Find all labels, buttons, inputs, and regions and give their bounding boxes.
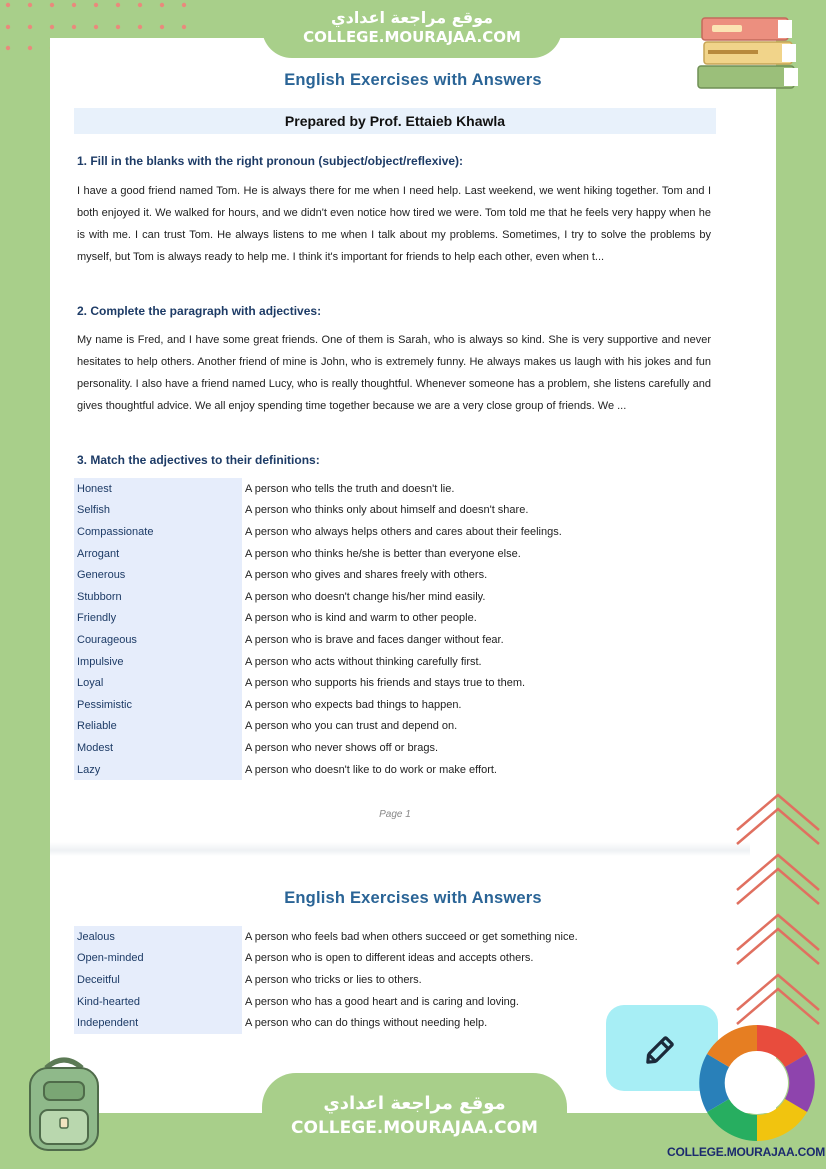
table-row xyxy=(74,737,716,759)
adjective-cell: Deceitful xyxy=(74,969,242,991)
table-row xyxy=(74,500,716,522)
adjective-cell: Courageous xyxy=(74,629,242,651)
section1-heading: 1. Fill in the blanks with the right pronoun (subject/object/reflexive): xyxy=(77,154,464,168)
pencil-icon xyxy=(642,1028,682,1068)
books-icon xyxy=(694,10,804,94)
table-row xyxy=(74,629,716,651)
table-row xyxy=(74,586,716,608)
definition-cell: A person who thinks only about himself and doesn't share. xyxy=(245,504,529,517)
definition-cell: A person who doesn't change his/her mind easily. xyxy=(245,590,486,603)
adjective-cell: Modest xyxy=(74,737,242,759)
match-table-page1 xyxy=(74,478,716,780)
table-row xyxy=(74,716,716,738)
adjective-cell: Arrogant xyxy=(74,543,242,565)
table-row xyxy=(74,478,716,500)
table-row xyxy=(74,564,716,586)
site-arabic-name: موقع مراجعة اعدادي xyxy=(330,8,494,27)
definition-cell: A person who gives and shares freely with others. xyxy=(245,569,488,582)
table-row xyxy=(74,651,716,673)
document-page xyxy=(50,38,776,1113)
definition-cell: A person who has a good heart and is caring and loving. xyxy=(245,995,519,1008)
definition-cell: A person who expects bad things to happen. xyxy=(245,698,462,711)
subjects-wheel-icon xyxy=(696,1022,818,1144)
definition-cell: A person who you can trust and depend on. xyxy=(245,720,458,733)
adjective-cell: Impulsive xyxy=(74,651,242,673)
definition-cell: A person who is open to different ideas and accepts others. xyxy=(245,952,534,965)
table-row xyxy=(74,926,716,948)
definition-cell: A person who is brave and faces danger without fear. xyxy=(245,633,504,646)
top-site-banner[interactable] xyxy=(262,0,562,58)
definition-cell: A person who is kind and warm to other people. xyxy=(245,612,477,625)
backpack-icon xyxy=(16,1056,112,1156)
adjective-cell: Independent xyxy=(74,1012,242,1034)
table-row xyxy=(74,543,716,565)
definition-cell: A person who thinks he/she is better than everyone else. xyxy=(245,547,521,560)
adjective-cell: Pessimistic xyxy=(74,694,242,716)
adjective-cell: Generous xyxy=(74,564,242,586)
site-url-link[interactable]: COLLEGE.MOURAJAA.COM xyxy=(303,28,521,46)
definition-cell: A person who acts without thinking carefully first. xyxy=(245,655,482,668)
definition-cell: A person who feels bad when others succeed or get something nice. xyxy=(245,930,578,943)
definition-cell: A person who never shows off or brags. xyxy=(245,741,439,754)
bottom-site-banner[interactable] xyxy=(262,1073,567,1169)
table-row xyxy=(74,969,716,991)
table-row xyxy=(74,694,716,716)
adjective-cell: Jealous xyxy=(74,926,242,948)
definition-cell: A person who tricks or lies to others. xyxy=(245,973,422,986)
table-row xyxy=(74,521,716,543)
section2-paragraph: My name is Fred, and I have some great friends. One of them is Sarah, who is always so kind. She is very supportive and never hesitates to help others. Another friend of mine is John, who is extremely funny. He always makes us laugh with his jokes and fun personality. I also have a friend named Lucy, who is really thoughtful. Whenever someone has a problem, she listens carefully and gives thoughtful advice. We all enjoy spending time together because we are a very close group of friends. We ... xyxy=(77,334,711,412)
adjective-cell: Compassionate xyxy=(74,521,242,543)
adjective-cell: Loyal xyxy=(74,672,242,694)
prepared-by-bar: Prepared by Prof. Ettaieb Khawla xyxy=(74,108,716,134)
site-url-link-footer[interactable]: COLLEGE.MOURAJAA.COM xyxy=(291,1118,538,1138)
table-row xyxy=(74,608,716,630)
adjective-cell: Honest xyxy=(74,478,242,500)
definition-cell: A person who doesn't like to do work or make effort. xyxy=(245,763,497,776)
chevron-decoration-icon xyxy=(733,790,823,1040)
table-row xyxy=(74,672,716,694)
definition-cell: A person who can do things without needing help. xyxy=(245,1017,488,1030)
adjective-cell: Reliable xyxy=(74,716,242,738)
adjective-cell: Stubborn xyxy=(74,586,242,608)
adjective-cell: Friendly xyxy=(74,608,242,630)
page1-title: English Exercises with Answers xyxy=(284,71,542,89)
definition-cell: A person who always helps others and cares about their feelings. xyxy=(245,525,562,538)
section2-heading: 2. Complete the paragraph with adjectives: xyxy=(77,304,322,318)
adjective-cell: Selfish xyxy=(74,500,242,522)
section1-paragraph: I have a good friend named Tom. He is always there for me when I need help. Last weekend, we went hiking together. Tom and I both enjoyed it. We walked for hours, and we didn't even notice how tired we were. Tom told me that he feels very happy when he is with me. I can trust Tom. He always listens to me when I talk about my problems. Sometimes, I try to solve the problems by myself, but Tom is always ready to help me. I think it's important for friends to help each other, even when t... xyxy=(77,185,711,263)
site-arabic-name-footer: موقع مراجعة اعدادي xyxy=(323,1093,506,1114)
page-number: Page 1 xyxy=(379,809,411,820)
brand-footer-text[interactable]: COLLEGE.MOURAJAA.COM xyxy=(667,1145,826,1159)
page2-title: English Exercises with Answers xyxy=(284,889,542,907)
page-separator xyxy=(50,842,750,856)
adjective-cell: Lazy xyxy=(74,759,242,781)
definition-cell: A person who supports his friends and stays true to them. xyxy=(245,677,526,690)
table-row xyxy=(74,759,716,781)
section3-heading: 3. Match the adjectives to their definitions: xyxy=(77,453,320,467)
adjective-cell: Open-minded xyxy=(74,948,242,970)
definition-cell: A person who tells the truth and doesn't lie. xyxy=(245,482,455,495)
table-row xyxy=(74,948,716,970)
adjective-cell: Kind-hearted xyxy=(74,991,242,1013)
